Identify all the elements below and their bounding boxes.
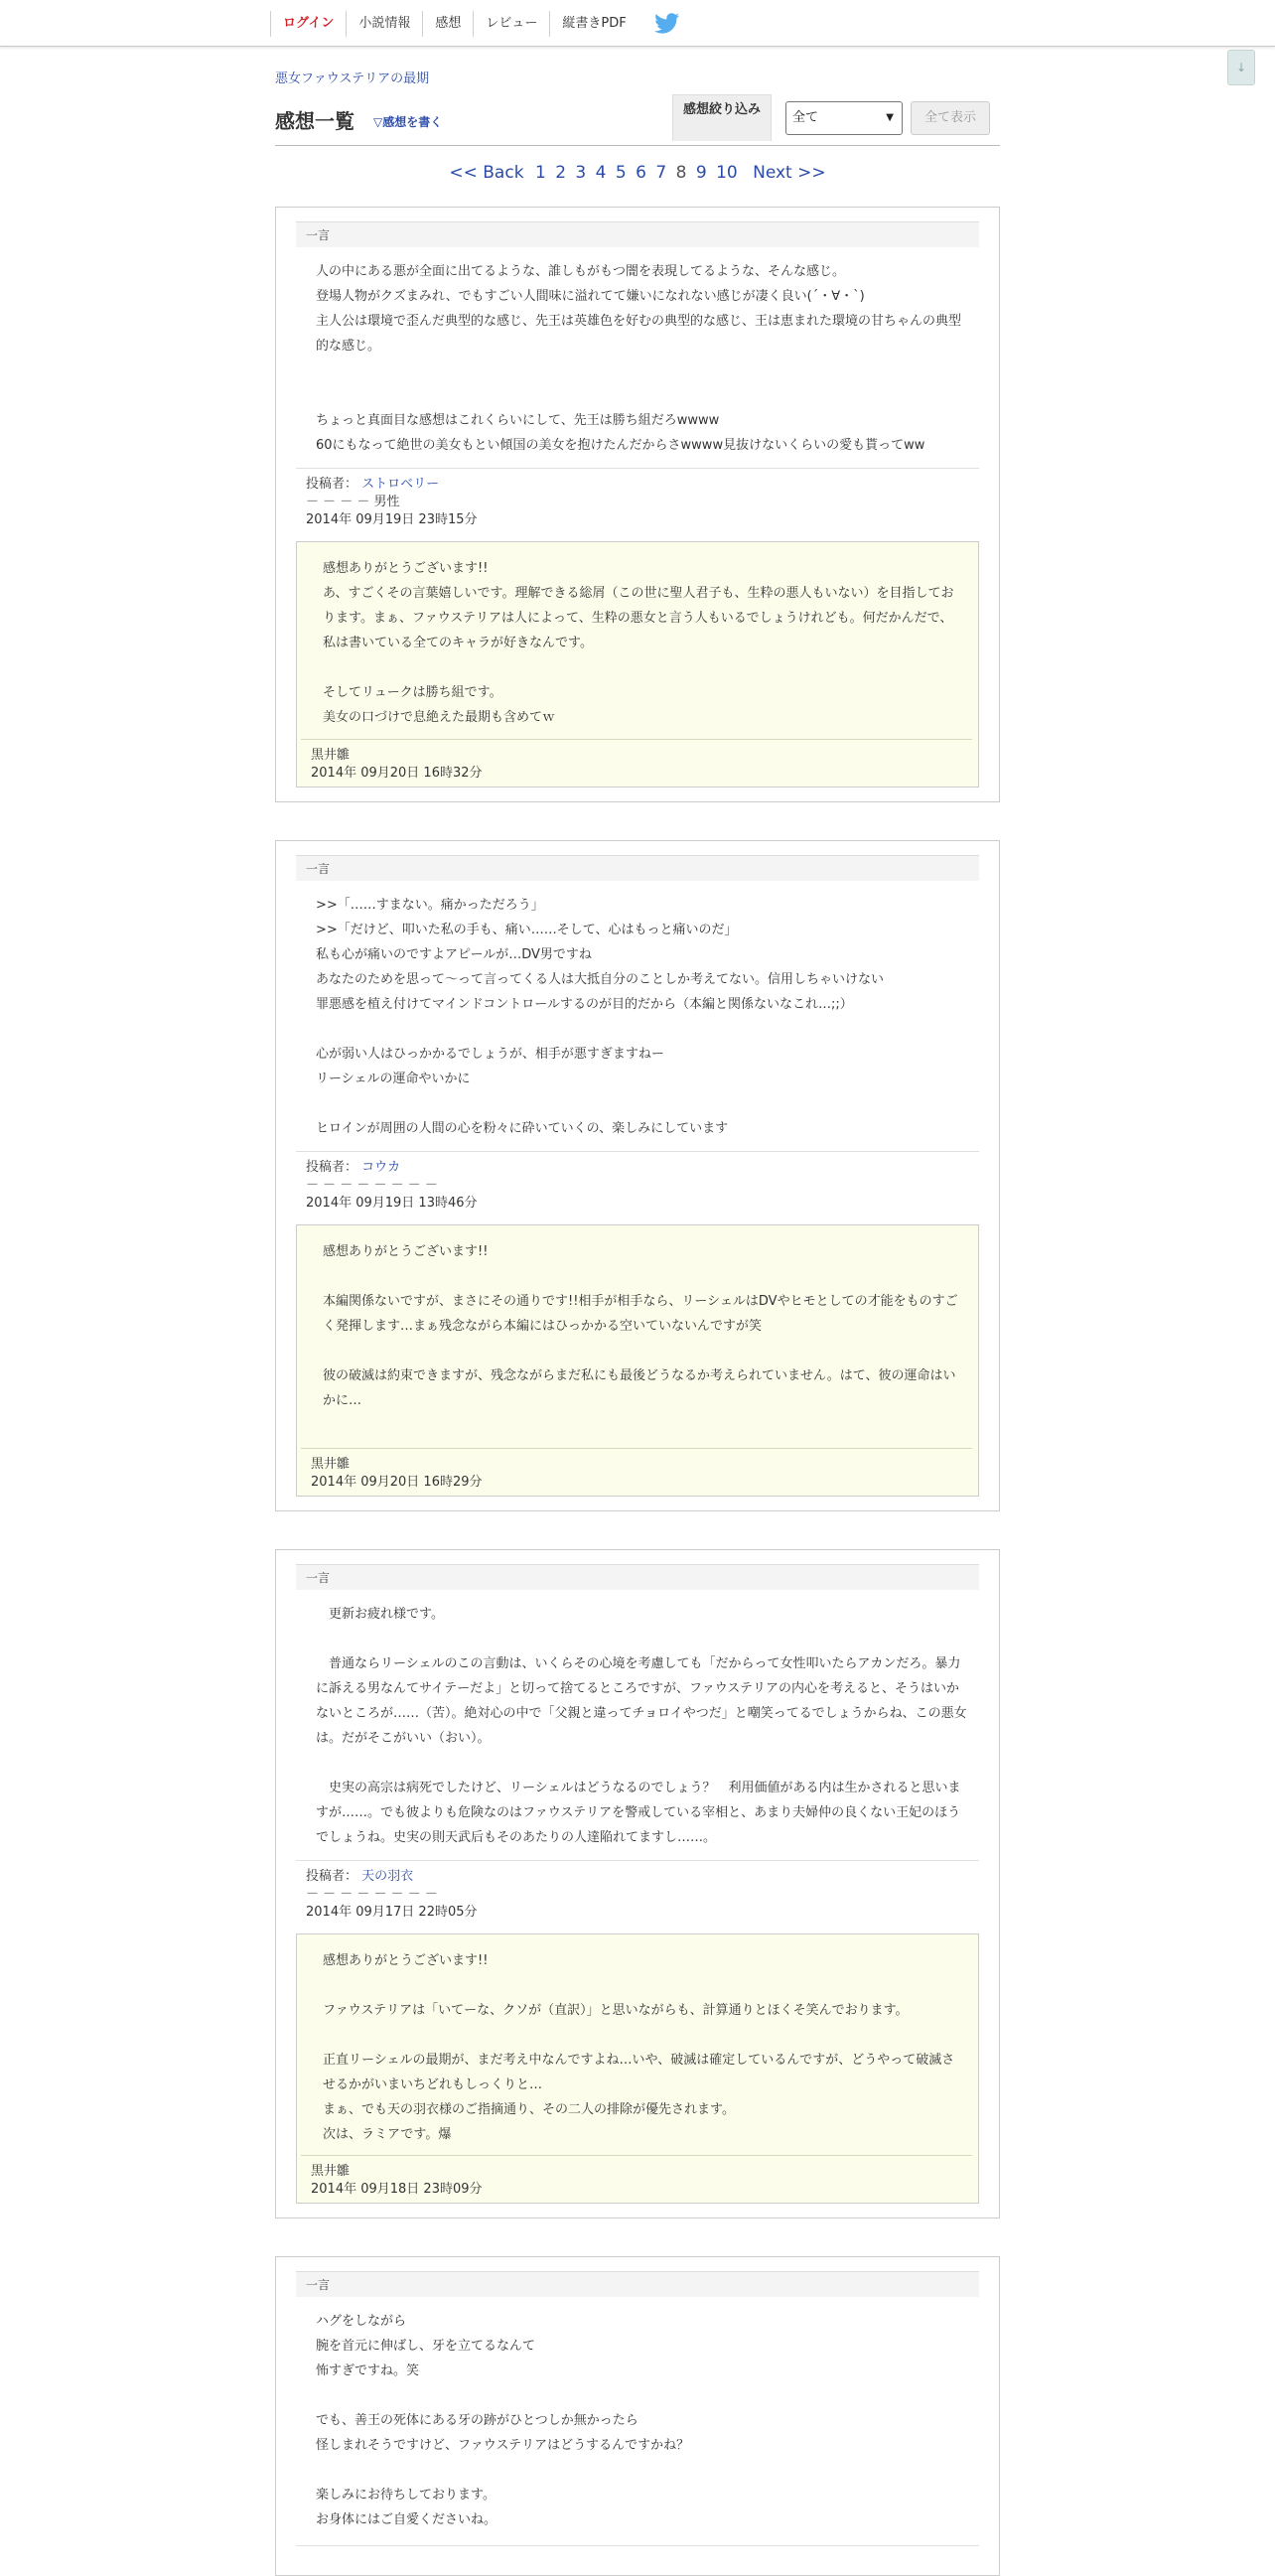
reply-divider xyxy=(301,1448,972,1449)
review-card xyxy=(275,2256,1000,2576)
pager-current-page: 8 xyxy=(675,163,687,183)
poster-line xyxy=(306,476,439,494)
pager-back-link[interactable]: << Back xyxy=(449,163,524,183)
filter-label: 感想絞り込み xyxy=(672,94,772,141)
reply-author: 黒井雛 xyxy=(311,1457,351,1472)
review-body: 人の中にある悪が全面に出てるような、誰しもがもつ闇を表現してるような、そんな感じ。 登場人物がクズまみれ、でもすごい人間味に溢れてて嫌いになれない感じが凄く良い(´・∀・`) 主人公は環境で歪んだ典型的な感じ、先王は英雄色を好むの典型的な感じ、王は恵まれた環境の甘ちゃんの典型的な感じ。 ちょっと真面目な感想はこれくらいにして、先王は勝ち組だろwwww 60にもなって絶世の美女もとい傾国の美女を抱けたんだからさwwww見抜けないくらいの愛も貰ってww xyxy=(316,264,962,453)
review-divider xyxy=(296,1860,979,1861)
poster-label: 投稿者： xyxy=(306,477,358,492)
reply-date: 2014年 09月20日 16時32分 xyxy=(311,766,483,781)
header-divider xyxy=(275,145,1000,146)
reply-body: 感想ありがとうございます!! 本編関係ないですが、まさにその通りです!!相手が相手なら、リーシェルはDVやヒモとしての才能をものすごく発揮します…まぁ残念ながら本編にはひっかかる空いていないんですが笑 彼の破滅は約束できますが、残念ながらまだ私にも最後どうなるか考えられていません。はて、彼の運命はいかに… xyxy=(323,1244,958,1408)
pager-page-3[interactable]: 3 xyxy=(575,163,587,183)
poster-attributes: － － － － － － － － xyxy=(306,1178,438,1193)
reply-author: 黒井雛 xyxy=(311,748,351,763)
nav-login-link[interactable]: ログイン xyxy=(270,11,346,37)
pager-next-link[interactable]: Next >> xyxy=(753,163,826,183)
review-label: 一言 xyxy=(296,2271,979,2297)
review-label: 一言 xyxy=(296,221,979,247)
reply-author: 黒井雛 xyxy=(311,2164,351,2179)
reply-date: 2014年 09月18日 23時09分 xyxy=(311,2182,483,2197)
poster-name-link[interactable]: コウカ xyxy=(361,1160,401,1175)
poster-label: 投稿者： xyxy=(306,1869,358,1884)
author-reply xyxy=(296,1224,979,1497)
poster-line xyxy=(306,1868,413,1886)
write-impression-link[interactable]: ▽感想を書く xyxy=(373,115,443,129)
review-date: 2014年 09月19日 23時15分 xyxy=(306,512,478,527)
pager-page-7[interactable]: 7 xyxy=(655,163,667,183)
reply-date: 2014年 09月20日 16時29分 xyxy=(311,1475,483,1490)
twitter-bird-icon[interactable] xyxy=(654,13,682,35)
review-card xyxy=(275,840,1000,1511)
review-divider xyxy=(296,2545,979,2546)
review-date: 2014年 09月17日 22時05分 xyxy=(306,1905,478,1920)
main-nav xyxy=(270,11,682,37)
poster-attributes: － － － － － － － － xyxy=(306,1887,438,1902)
author-reply xyxy=(296,1933,979,2204)
top-navigation-bar xyxy=(0,0,1275,47)
nav-vertical-pdf-link[interactable]: 縦書きPDF xyxy=(549,11,638,37)
pager-page-9[interactable]: 9 xyxy=(695,163,707,183)
poster-label: 投稿者： xyxy=(306,1160,358,1175)
review-body: >>「……すまない。痛かっただろう」 >>「だけど、叩いた私の手も、痛い……そして、心はもっと痛いのだ」 私も心が痛いのですよアピールが…DV男ですね あなたのためを思って～って言ってくる人は大抵自分のことしか考えてない。信用しちゃいけない 罪悪感を植え付けてマインドコントロールするのが目的だから（本編と関係ないなこれ…;;） 心が弱い人はひっかかるでしょうが、相手が悪すぎますねー リーシェルの運命やいかに ヒロインが周囲の人間の心を粉々に砕いていくの、楽しみにしています xyxy=(316,898,885,1136)
show-all-button[interactable]: 全て表示 xyxy=(911,101,990,135)
chevron-down-icon: ▼ xyxy=(886,112,894,123)
scroll-down-button[interactable]: ↓ xyxy=(1227,50,1255,85)
pager-page-4[interactable]: 4 xyxy=(595,163,607,183)
page-title: 感想一覧 xyxy=(275,109,354,133)
poster-name-link[interactable]: 天の羽衣 xyxy=(361,1869,414,1884)
review-card xyxy=(275,207,1000,802)
review-label: 一言 xyxy=(296,855,979,881)
novel-title-link[interactable]: 悪女ファウステリアの最期 xyxy=(275,72,430,86)
reply-body: 感想ありがとうございます!! あ、すごくその言葉嬉しいです。理解できる総屑（この世に聖人君子も、生粋の悪人もいない）を目指しております。まぁ、ファウステリアは人によって、生粋の悪女と言う人もいるでしょうけれども。何だかんだで、私は書いている全てのキャラが好きなんです。 そしてリュークは勝ち組です。 美女の口づけで息絶えた最期も含めてｗ xyxy=(323,561,954,725)
pagination xyxy=(275,163,1000,183)
nav-impressions-link[interactable]: 感想 xyxy=(422,11,473,37)
nav-novel-info-link[interactable]: 小説情報 xyxy=(346,11,422,37)
pager-page-2[interactable]: 2 xyxy=(555,163,567,183)
author-reply xyxy=(296,541,979,787)
poster-name-link[interactable]: ストロベリー xyxy=(361,477,440,492)
reply-body: 感想ありがとうございます!! ファウステリアは「いてーな、クソが（直訳）」と思いながらも、計算通りとほくそ笑んでおります。 正直リーシェルの最期が、まだ考え中なんですよね…いや、破滅は確定しているんですが、どうやって破滅させるかがいまいちどれもしっくりと… まぁ、でも天の羽衣様のご指摘通り、その二人の排除が優先されます。 次は、ラミアです。爆 xyxy=(323,1953,955,2142)
pager-page-6[interactable]: 6 xyxy=(636,163,646,183)
review-body: 更新お疲れ様です。 普通ならリーシェルのこの言動は、いくらその心境を考慮しても「だからって女性叩いたらアカンだろ。暴力に訴える男なんてサイテーだよ」と切って捨てるところですが、ファウステリアの内心を考えると、そうはいかないところが……（苦）。絶対心の中で「父親と違ってチョロイやつだ」と嘲笑ってるでしょうからね、この悪女は。だがそこがいい（おい）。 史実の高宗は病死でしたけど、リーシェルはどうなるのでしょう？ 利用価値がある内は生かされると思いますが……。でも彼よりも危険なのはファウステリアを警戒している宰相と、あまり夫婦仲の良くない王妃のほうでしょうね。史実の則天武后もそのあたりの人達陥れてますし……。 xyxy=(316,1607,967,1845)
filter-select[interactable] xyxy=(785,101,903,135)
review-divider xyxy=(296,1151,979,1152)
filter-select-value: 全て xyxy=(792,110,819,125)
review-label: 一言 xyxy=(296,1564,979,1590)
review-divider xyxy=(296,468,979,469)
reply-divider xyxy=(301,739,972,740)
pager-page-1[interactable]: 1 xyxy=(534,163,546,183)
pager-page-5[interactable]: 5 xyxy=(615,163,627,183)
review-date: 2014年 09月19日 13時46分 xyxy=(306,1196,478,1211)
review-body: ハグをしながら 腕を首元に伸ばし、牙を立てるなんて 怖すぎですね。笑 でも、善王の死体にある牙の跡がひとつしか無かったら 怪しまれそうですけど、ファウステリアはどうするんですかね？ 楽しみにお待ちしております。 お身体にはご自愛くださいね。 xyxy=(316,2314,690,2527)
poster-attributes: － － － － 男性 xyxy=(306,495,400,509)
nav-review-link[interactable]: レビュー xyxy=(473,11,549,37)
review-card xyxy=(275,1549,1000,2218)
poster-line xyxy=(306,1159,400,1177)
reply-divider xyxy=(301,2155,972,2156)
pager-page-10[interactable]: 10 xyxy=(716,163,738,183)
